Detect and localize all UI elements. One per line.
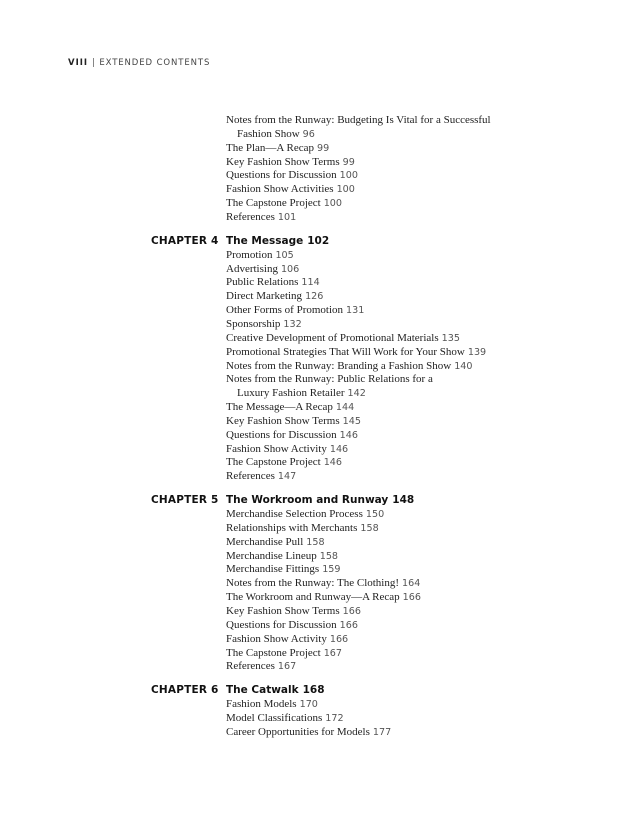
table-of-contents [0,114,638,740]
toc-entry [226,249,638,263]
toc-entry-text: Notes from the Runway: The Clothing! [226,577,400,590]
toc-entry [226,304,638,318]
chapter-heading [0,235,638,249]
toc-entry-text: Merchandise Lineup [226,549,317,562]
toc-entry [226,698,638,712]
toc-entry [226,263,638,277]
toc-entry [226,605,638,619]
toc-entry-page-number: 142 [347,388,366,400]
toc-entry [226,550,638,564]
toc-entry [226,591,638,605]
toc-chapter [0,114,638,225]
toc-entry [226,332,638,346]
chapter-page-number: 102 [307,234,330,247]
toc-entry [226,290,638,304]
chapter-title-text: The Catwalk [226,684,299,697]
toc-entry-page-number: 167 [277,661,297,673]
toc-entry-page-number: 167 [323,647,343,659]
toc-entry [226,456,638,470]
toc-entry-text: The Message—A Recap [226,401,333,414]
toc-entry-text: Promotional Strategies That Will Work for Your Show [226,345,465,358]
toc-entry-page-number: 146 [329,443,349,455]
toc-entry-text: Luxury Fashion Retailer [237,387,345,400]
toc-entry-text: Fashion Show Activity [226,632,327,645]
toc-entry [226,443,638,457]
toc-chapter [0,684,638,740]
toc-entry [226,619,638,633]
running-header [68,58,210,68]
toc-entry-page-number: 146 [323,457,343,469]
chapter-heading [0,494,638,508]
toc-entry [226,712,638,726]
chapter-label: CHAPTER 6 [151,684,219,697]
toc-entry-text: Key Fashion Show Terms [226,605,340,617]
toc-entry-text: Model Classifications [226,712,323,725]
toc-entry-text: Merchandise Selection Process [226,508,363,521]
toc-entry [226,660,638,674]
toc-entry-page-number: 147 [277,471,297,483]
chapter-title [226,235,329,247]
toc-entry-text: Notes from the Runway: Branding a Fashion Show [226,359,452,372]
toc-entry [226,522,638,536]
toc-entry [226,346,638,360]
toc-entry-text: Notes from the Runway: Budgeting Is Vital for a Successful [226,114,491,126]
toc-entry [237,387,638,401]
toc-entry-page-number: 166 [329,633,349,645]
toc-entry [226,508,638,522]
toc-entry [226,276,638,290]
toc-entry-text: Other Forms of Promotion [226,304,344,317]
toc-entry-text: Key Fashion Show Terms [226,414,340,427]
toc-entry [226,156,638,170]
toc-entry-page-number: 99 [316,142,330,154]
toc-chapter [0,235,638,484]
chapter-label: CHAPTER 5 [151,494,219,507]
toc-entry-page-number: 140 [454,360,473,372]
toc-entry-text: References [226,470,275,483]
toc-entry-page-number: 106 [280,263,300,275]
toc-entry-page-number: 114 [301,277,320,289]
toc-entry [226,415,638,429]
toc-entry-page-number: 150 [365,509,385,521]
toc-entry [226,142,638,156]
chapter-title [226,494,414,506]
toc-entry-text: Promotion [226,248,273,261]
toc-entry-page-number: 126 [305,291,324,303]
toc-entry-page-number: 170 [299,699,318,711]
toc-entry-text: The Plan—A Recap [226,141,314,154]
header-page-number: VIII [68,58,89,68]
toc-entry-text: Merchandise Fittings [226,563,320,576]
header-title: EXTENDED CONTENTS [99,58,211,68]
chapter-title-text: The Message [226,234,304,247]
toc-entry-text: Creative Development of Promotional Materials [226,331,439,344]
toc-entry-page-number: 145 [342,415,361,427]
toc-entry-page-number: 132 [283,318,302,330]
toc-entry-text: Questions for Discussion [226,169,337,182]
toc-entry-page-number: 139 [467,346,487,358]
toc-entry-page-number: 166 [342,606,361,617]
toc-entry-page-number: 146 [339,429,358,441]
toc-entry-text: References [226,210,275,223]
toc-entry [226,318,638,332]
chapter-page-number: 168 [302,684,325,697]
toc-entry-text: Public Relations [226,276,299,289]
toc-entry-page-number: 100 [336,184,355,196]
chapter-title [226,684,325,696]
toc-entry [226,360,638,374]
toc-entry-text: Relationships with Merchants [226,521,358,534]
toc-entry-page-number: 105 [275,249,294,261]
toc-entry [226,633,638,647]
toc-entry-page-number: 158 [306,536,325,548]
toc-entry [226,470,638,484]
toc-entry-page-number: 99 [342,156,355,168]
toc-entry-text: References [226,660,275,673]
toc-entry-text: Advertising [226,262,278,275]
toc-entry-page-number: 166 [339,619,358,631]
toc-chapter [0,494,638,674]
toc-entry [226,577,638,591]
toc-entry-text: Notes from the Runway: Public Relations for a [226,373,433,386]
toc-entry-page-number: 166 [402,592,421,604]
toc-entry-page-number: 177 [372,726,392,738]
toc-entry [226,647,638,661]
toc-entry-text: The Capstone Project [226,456,321,469]
toc-entry-text: Fashion Show [237,127,300,140]
toc-entry-text: The Capstone Project [226,197,321,210]
toc-entry-text: Questions for Discussion [226,618,337,631]
toc-entry-page-number: 100 [323,198,343,210]
toc-entry-text: The Capstone Project [226,646,321,659]
toc-entry-page-number: 144 [335,402,355,414]
header-separator: | [92,58,96,68]
toc-entry-text: Fashion Show Activities [226,183,334,196]
toc-entry-text: Questions for Discussion [226,428,337,441]
toc-entry-text: The Workroom and Runway—A Recap [226,591,400,604]
toc-entry-text: Fashion Models [226,698,297,711]
toc-entry [226,401,638,415]
toc-entry [226,211,638,225]
toc-entry [237,128,638,142]
toc-entry-page-number: 135 [441,332,460,344]
toc-entry-page-number: 158 [319,550,339,562]
toc-entry-text: Career Opportunities for Models [226,725,370,738]
toc-entry-page-number: 131 [346,305,365,317]
toc-entry-text: Direct Marketing [226,290,303,303]
toc-entry-page-number: 101 [277,211,297,223]
toc-entry [226,183,638,197]
toc-entry-text: Merchandise Pull [226,535,304,548]
toc-entry [226,429,638,443]
toc-entry-page-number: 164 [402,578,421,590]
toc-entry [226,114,638,128]
toc-entry-page-number: 159 [322,564,341,576]
toc-entry-page-number: 96 [302,128,315,140]
toc-entry-text: Sponsorship [226,317,281,330]
toc-entry [226,563,638,577]
toc-entry-text: Fashion Show Activity [226,442,327,455]
toc-entry [226,726,638,740]
chapter-page-number: 148 [392,494,415,507]
toc-entry-page-number: 100 [339,170,358,182]
chapter-heading [0,684,638,698]
chapter-title-text: The Workroom and Runway [226,494,389,507]
chapter-label: CHAPTER 4 [151,234,219,247]
toc-entry-text: Key Fashion Show Terms [226,155,340,168]
toc-entry [226,197,638,211]
toc-entry [226,373,638,387]
toc-entry [226,169,638,183]
toc-entry-page-number: 172 [325,713,344,725]
toc-entry [226,536,638,550]
toc-entry-page-number: 158 [360,522,379,534]
